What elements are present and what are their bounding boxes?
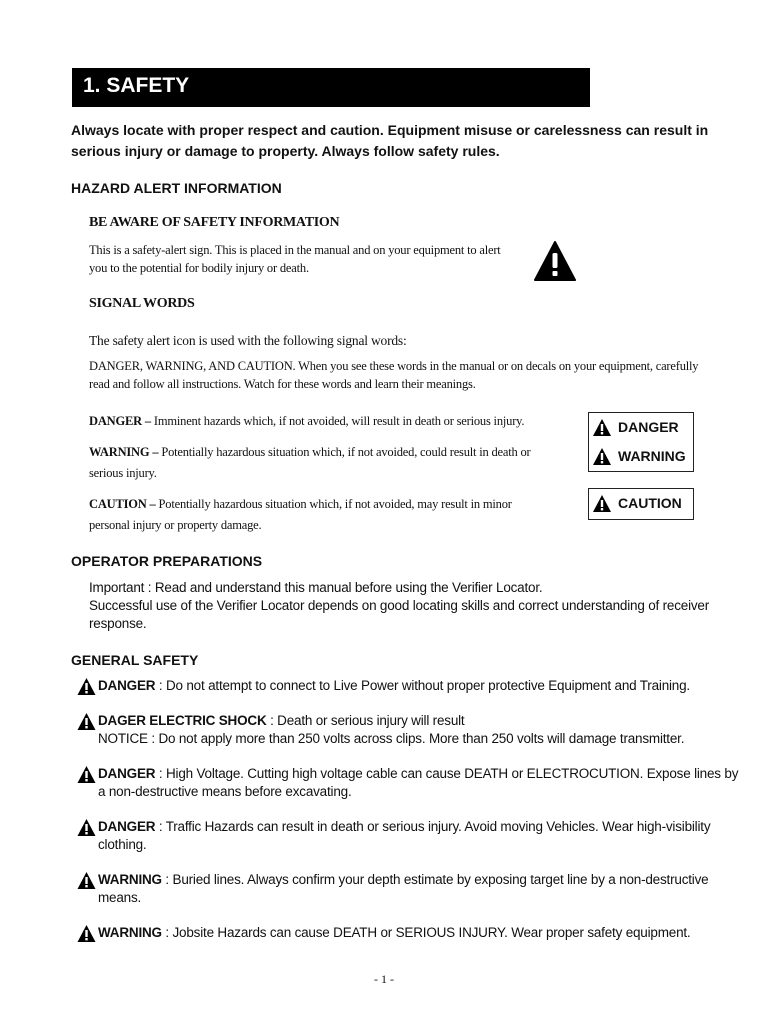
item-text: : Buried lines. Always confirm your depth estimate by exposing target line by a non-destructive xyxy=(161,872,709,887)
general-heading: GENERAL SAFETY xyxy=(71,652,199,668)
item-text: : Death or serious injury will result xyxy=(266,713,465,728)
danger-label-row xyxy=(592,416,679,438)
warning-triangle-icon xyxy=(76,677,97,696)
item-term: DANGER xyxy=(98,766,156,781)
warning-label-row xyxy=(592,445,686,467)
caution-label-row xyxy=(592,492,682,514)
be-aware-heading: BE AWARE OF SAFETY INFORMATION xyxy=(89,215,340,230)
warning-triangle-icon xyxy=(76,924,97,943)
caution-text: Potentially hazardous situation which, if not avoided, may result in minor xyxy=(155,497,512,511)
signal-words-heading: SIGNAL WORDS xyxy=(89,296,195,311)
warning-term: WARNING – xyxy=(89,445,159,459)
danger-definition xyxy=(89,412,524,431)
warning-definition-cont: serious injury. xyxy=(89,466,157,480)
general-item xyxy=(76,765,738,801)
danger-text: Imminent hazards which, if not avoided, will result in death or serious injury. xyxy=(150,414,525,428)
item-text-cont: a non-destructive means before excavating. xyxy=(98,784,352,799)
item-term: DAGER ELECTRIC SHOCK xyxy=(98,713,267,728)
danger-warning-label xyxy=(588,412,694,472)
item-term: WARNING xyxy=(98,925,162,940)
general-item xyxy=(76,871,708,907)
warning-triangle-icon xyxy=(76,818,97,837)
warning-definition xyxy=(89,443,531,462)
item-text-cont: NOTICE : Do not apply more than 250 volts across clips. More than 250 volts will damage transmitter. xyxy=(98,731,685,746)
danger-label-text: DANGER xyxy=(618,419,679,435)
item-term: DANGER xyxy=(98,819,156,834)
signal-words-intro: The safety alert icon is used with the following signal words: xyxy=(89,333,407,348)
signal-words-line1: DANGER, WARNING, AND CAUTION. When you see these words in the manual or on decals on your equipment, carefully xyxy=(89,359,699,373)
operator-heading: OPERATOR PREPARATIONS xyxy=(71,553,263,569)
danger-term: DANGER – xyxy=(89,414,151,428)
general-item xyxy=(76,677,690,695)
general-item xyxy=(76,924,691,942)
warning-triangle-icon xyxy=(592,418,612,437)
item-text: : Traffic Hazards can result in death or serious injury. Avoid moving Vehicles. Wear high-visibility xyxy=(155,819,711,834)
operator-line1: Important : Read and understand this manual before using the Verifier Locator. xyxy=(89,580,543,595)
operator-line3: response. xyxy=(89,616,147,631)
warning-triangle-icon xyxy=(592,447,612,466)
warning-text: Potentially hazardous situation which, if not avoided, could result in death or xyxy=(158,445,531,459)
operator-line2: Successful use of the Verifier Locator depends on good locating skills and correct understanding of receiver xyxy=(89,598,710,613)
item-term: DANGER xyxy=(98,678,156,693)
item-term: WARNING xyxy=(98,872,162,887)
item-text: : High Voltage. Cutting high voltage cable can cause DEATH or ELECTROCUTION. Expose lines by xyxy=(155,766,739,781)
caution-label xyxy=(588,488,694,520)
warning-triangle-icon xyxy=(76,712,97,731)
be-aware-line2: you to the potential for bodily injury or death. xyxy=(89,261,309,275)
caution-term: CAUTION – xyxy=(89,497,156,511)
section-title-bar xyxy=(72,68,590,107)
signal-words-line2: read and follow all instructions. Watch for these words and learn their meanings. xyxy=(89,377,476,391)
intro-paragraph: Always locate with proper respect and caution. Equipment misuse or carelessness can result in serious injury or damage to property. Always follow safety rules. xyxy=(71,122,709,159)
be-aware-line1: This is a safety-alert sign. This is placed in the manual and on your equipment to alert xyxy=(89,243,501,257)
caution-definition xyxy=(89,495,512,514)
item-text: : Do not attempt to connect to Live Power without proper protective Equipment and Training. xyxy=(155,678,690,693)
warning-triangle-icon xyxy=(76,765,97,784)
page-number: - 1 - xyxy=(374,972,394,986)
warning-label-text: WARNING xyxy=(618,448,686,464)
general-item xyxy=(76,712,684,748)
section-title: 1. SAFETY xyxy=(83,74,190,97)
warning-triangle-icon xyxy=(76,871,97,890)
warning-triangle-icon xyxy=(533,240,577,282)
item-text: : Jobsite Hazards can cause DEATH or SERIOUS INJURY. Wear proper safety equipment. xyxy=(161,925,691,940)
caution-definition-cont: personal injury or property damage. xyxy=(89,518,262,532)
caution-label-text: CAUTION xyxy=(618,495,682,511)
item-text-cont: means. xyxy=(98,890,142,905)
hazard-heading: HAZARD ALERT INFORMATION xyxy=(71,180,282,196)
warning-triangle-icon xyxy=(592,494,612,513)
item-text-cont: clothing. xyxy=(98,837,147,852)
operator-text xyxy=(89,579,709,633)
general-item xyxy=(76,818,710,854)
